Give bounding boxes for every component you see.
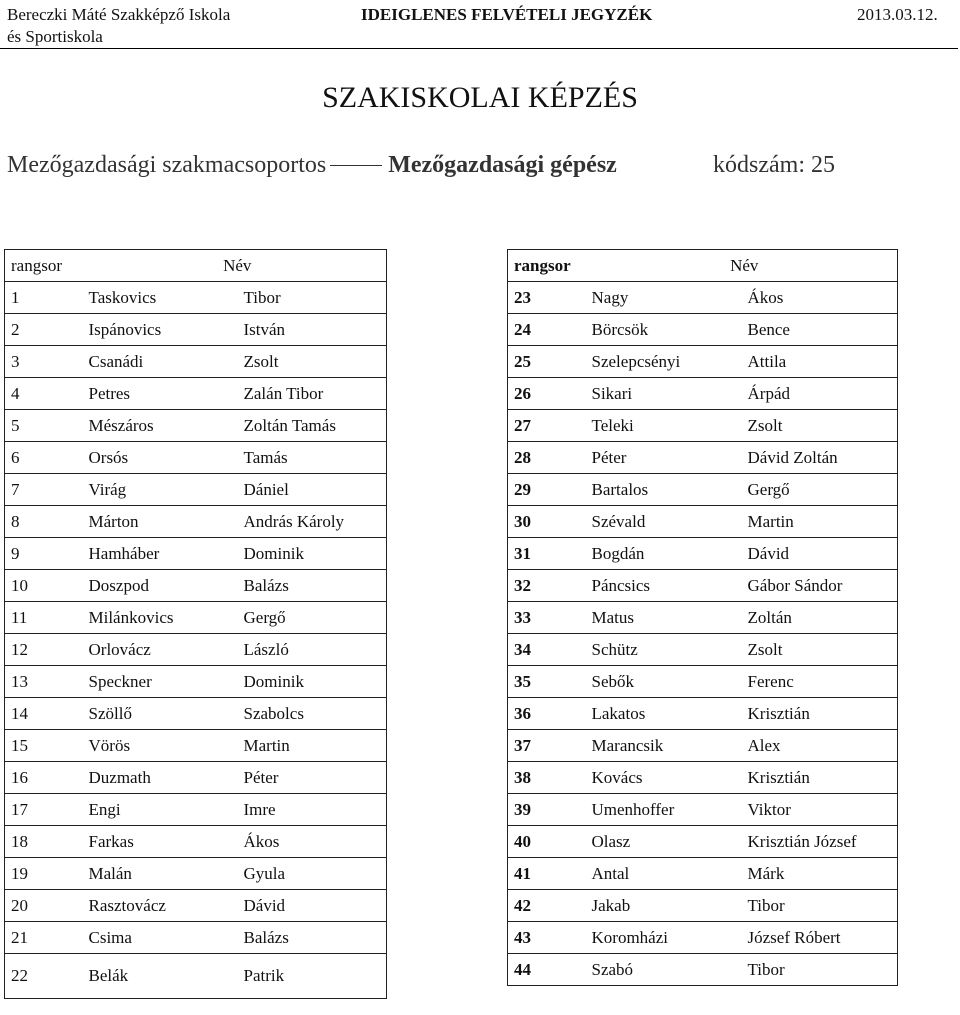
last-name-cell: Péter bbox=[592, 442, 748, 474]
first-name-cell: Árpád bbox=[748, 378, 898, 410]
table-row bbox=[508, 346, 898, 378]
rank-cell: 19 bbox=[5, 858, 89, 890]
first-name-cell: Viktor bbox=[748, 794, 898, 826]
first-name-cell: Zoltán Tamás bbox=[244, 410, 387, 442]
rank-cell: 29 bbox=[508, 474, 592, 506]
last-name-cell: Szöllő bbox=[89, 698, 244, 730]
last-name-cell: Schütz bbox=[592, 634, 748, 666]
rank-cell: 41 bbox=[508, 858, 592, 890]
rank-cell: 4 bbox=[5, 378, 89, 410]
table-row bbox=[508, 282, 898, 314]
first-name-cell: Dániel bbox=[244, 474, 387, 506]
rank-cell: 12 bbox=[5, 634, 89, 666]
table-row bbox=[5, 282, 387, 314]
last-name-cell: Antal bbox=[592, 858, 748, 890]
last-name-cell: Jakab bbox=[592, 890, 748, 922]
table-row bbox=[5, 666, 387, 698]
rank-cell: 36 bbox=[508, 698, 592, 730]
first-name-cell: Imre bbox=[244, 794, 387, 826]
rank-cell: 33 bbox=[508, 602, 592, 634]
last-name-cell: Márton bbox=[89, 506, 244, 538]
last-name-cell: Szévald bbox=[592, 506, 748, 538]
rank-cell: 7 bbox=[5, 474, 89, 506]
first-name-cell: Zsolt bbox=[748, 410, 898, 442]
last-name-cell: Páncsics bbox=[592, 570, 748, 602]
header-name: Név bbox=[89, 250, 387, 282]
table-row bbox=[508, 666, 898, 698]
school-name-line2: és Sportiskola bbox=[7, 27, 103, 46]
table-row bbox=[5, 378, 387, 410]
last-name-cell: Petres bbox=[89, 378, 244, 410]
rank-cell: 6 bbox=[5, 442, 89, 474]
first-name-cell: Krisztián József bbox=[748, 826, 898, 858]
table-row bbox=[5, 346, 387, 378]
header-divider bbox=[0, 48, 958, 49]
rank-cell: 11 bbox=[5, 602, 89, 634]
first-name-cell: Zsolt bbox=[748, 634, 898, 666]
rank-cell: 27 bbox=[508, 410, 592, 442]
rank-cell: 8 bbox=[5, 506, 89, 538]
last-name-cell: Umenhoffer bbox=[592, 794, 748, 826]
table-row bbox=[508, 378, 898, 410]
table-row bbox=[5, 698, 387, 730]
rank-cell: 16 bbox=[5, 762, 89, 794]
table-row bbox=[508, 314, 898, 346]
last-name-cell: Belák bbox=[89, 954, 244, 999]
program-subtitle bbox=[7, 149, 835, 181]
table-row bbox=[508, 474, 898, 506]
last-name-cell: Ispánovics bbox=[89, 314, 244, 346]
first-name-cell: Gábor Sándor bbox=[748, 570, 898, 602]
table-row bbox=[5, 858, 387, 890]
first-name-cell: Zalán Tibor bbox=[244, 378, 387, 410]
first-name-cell: Tamás bbox=[244, 442, 387, 474]
document-date: 2013.03.12. bbox=[857, 5, 938, 24]
last-name-cell: Bogdán bbox=[592, 538, 748, 570]
roster-table-right bbox=[507, 249, 898, 986]
last-name-cell: Koromházi bbox=[592, 922, 748, 954]
table-row bbox=[5, 890, 387, 922]
first-name-cell: Ferenc bbox=[748, 666, 898, 698]
rank-cell: 5 bbox=[5, 410, 89, 442]
rank-cell: 26 bbox=[508, 378, 592, 410]
subtitle-dash bbox=[330, 165, 382, 166]
last-name-cell: Bartalos bbox=[592, 474, 748, 506]
first-name-cell: Zsolt bbox=[244, 346, 387, 378]
first-name-cell: Dominik bbox=[244, 666, 387, 698]
table-row bbox=[508, 570, 898, 602]
rank-cell: 13 bbox=[5, 666, 89, 698]
rank-cell: 43 bbox=[508, 922, 592, 954]
header-rank: rangsor bbox=[508, 250, 592, 282]
rank-cell: 10 bbox=[5, 570, 89, 602]
first-name-cell: Tibor bbox=[244, 282, 387, 314]
first-name-cell: Patrik bbox=[244, 954, 387, 999]
last-name-cell: Doszpod bbox=[89, 570, 244, 602]
school-name-line1: Bereczki Máté Szakképző Iskola bbox=[7, 5, 231, 24]
first-name-cell: Martin bbox=[748, 506, 898, 538]
rank-cell: 17 bbox=[5, 794, 89, 826]
last-name-cell: Marancsik bbox=[592, 730, 748, 762]
rank-cell: 31 bbox=[508, 538, 592, 570]
table-row bbox=[5, 762, 387, 794]
rank-cell: 44 bbox=[508, 954, 592, 986]
last-name-cell: Olasz bbox=[592, 826, 748, 858]
first-name-cell: Ákos bbox=[244, 826, 387, 858]
table-row bbox=[5, 570, 387, 602]
rank-cell: 15 bbox=[5, 730, 89, 762]
table-row bbox=[5, 922, 387, 954]
table-row bbox=[508, 506, 898, 538]
rank-cell: 30 bbox=[508, 506, 592, 538]
table-row bbox=[5, 730, 387, 762]
table-row bbox=[5, 474, 387, 506]
first-name-cell: István bbox=[244, 314, 387, 346]
first-name-cell: Péter bbox=[244, 762, 387, 794]
table-header-row bbox=[508, 250, 898, 282]
last-name-cell: Orsós bbox=[89, 442, 244, 474]
first-name-cell: Martin bbox=[244, 730, 387, 762]
last-name-cell: Virág bbox=[89, 474, 244, 506]
rank-cell: 3 bbox=[5, 346, 89, 378]
first-name-cell: Gergő bbox=[748, 474, 898, 506]
first-name-cell: Ákos bbox=[748, 282, 898, 314]
last-name-cell: Sebők bbox=[592, 666, 748, 698]
table-row bbox=[508, 922, 898, 954]
table-row bbox=[5, 442, 387, 474]
rank-cell: 25 bbox=[508, 346, 592, 378]
rank-cell: 1 bbox=[5, 282, 89, 314]
last-name-cell: Nagy bbox=[592, 282, 748, 314]
rank-cell: 42 bbox=[508, 890, 592, 922]
first-name-cell: Bence bbox=[748, 314, 898, 346]
first-name-cell: Szabolcs bbox=[244, 698, 387, 730]
last-name-cell: Matus bbox=[592, 602, 748, 634]
table-row bbox=[5, 314, 387, 346]
last-name-cell: Mészáros bbox=[89, 410, 244, 442]
first-name-cell: Balázs bbox=[244, 570, 387, 602]
first-name-cell: Krisztián bbox=[748, 762, 898, 794]
first-name-cell: József Róbert bbox=[748, 922, 898, 954]
rank-cell: 37 bbox=[508, 730, 592, 762]
last-name-cell: Teleki bbox=[592, 410, 748, 442]
first-name-cell: Alex bbox=[748, 730, 898, 762]
rank-cell: 9 bbox=[5, 538, 89, 570]
rank-cell: 38 bbox=[508, 762, 592, 794]
table-row bbox=[508, 442, 898, 474]
table-row bbox=[5, 602, 387, 634]
first-name-cell: Gergő bbox=[244, 602, 387, 634]
last-name-cell: Vörös bbox=[89, 730, 244, 762]
header-rank: rangsor bbox=[5, 250, 89, 282]
table-row bbox=[508, 762, 898, 794]
last-name-cell: Duzmath bbox=[89, 762, 244, 794]
rank-cell: 35 bbox=[508, 666, 592, 698]
rank-cell: 39 bbox=[508, 794, 592, 826]
rank-cell: 21 bbox=[5, 922, 89, 954]
table-header-row bbox=[5, 250, 387, 282]
last-name-cell: Szelepcsényi bbox=[592, 346, 748, 378]
last-name-cell: Hamháber bbox=[89, 538, 244, 570]
table-row bbox=[508, 538, 898, 570]
table-row bbox=[5, 826, 387, 858]
last-name-cell: Lakatos bbox=[592, 698, 748, 730]
first-name-cell: Gyula bbox=[244, 858, 387, 890]
rank-cell: 34 bbox=[508, 634, 592, 666]
last-name-cell: Börcsök bbox=[592, 314, 748, 346]
rank-cell: 2 bbox=[5, 314, 89, 346]
last-name-cell: Milánkovics bbox=[89, 602, 244, 634]
first-name-cell: Tibor bbox=[748, 890, 898, 922]
rank-cell: 28 bbox=[508, 442, 592, 474]
table-row bbox=[508, 410, 898, 442]
roster-table-left bbox=[4, 249, 387, 999]
rank-cell: 24 bbox=[508, 314, 592, 346]
header-name: Név bbox=[592, 250, 898, 282]
first-name-cell: Dávid bbox=[748, 538, 898, 570]
program-group: Mezőgazdasági szakmacsoportos bbox=[7, 152, 327, 178]
last-name-cell: Kovács bbox=[592, 762, 748, 794]
first-name-cell: Attila bbox=[748, 346, 898, 378]
first-name-cell: Dávid bbox=[244, 890, 387, 922]
table-row bbox=[5, 506, 387, 538]
table-row bbox=[508, 858, 898, 890]
table-row bbox=[5, 410, 387, 442]
first-name-cell: Dominik bbox=[244, 538, 387, 570]
table-row bbox=[5, 538, 387, 570]
last-name-cell: Sikari bbox=[592, 378, 748, 410]
roster-body-left bbox=[5, 282, 387, 999]
table-row bbox=[508, 794, 898, 826]
last-name-cell: Farkas bbox=[89, 826, 244, 858]
rank-cell: 20 bbox=[5, 890, 89, 922]
table-row bbox=[508, 602, 898, 634]
first-name-cell: Balázs bbox=[244, 922, 387, 954]
table-row bbox=[5, 954, 387, 999]
last-name-cell: Orlovácz bbox=[89, 634, 244, 666]
school-name bbox=[7, 4, 230, 48]
program-specialty: Mezőgazdasági gépész bbox=[388, 152, 617, 178]
table-row bbox=[508, 954, 898, 986]
table-row bbox=[508, 890, 898, 922]
rank-cell: 23 bbox=[508, 282, 592, 314]
first-name-cell: Tibor bbox=[748, 954, 898, 986]
rank-cell: 22 bbox=[5, 954, 89, 999]
rank-cell: 40 bbox=[508, 826, 592, 858]
page-header bbox=[0, 0, 960, 50]
table-row bbox=[508, 698, 898, 730]
last-name-cell: Csima bbox=[89, 922, 244, 954]
last-name-cell: Taskovics bbox=[89, 282, 244, 314]
rank-cell: 14 bbox=[5, 698, 89, 730]
last-name-cell: Speckner bbox=[89, 666, 244, 698]
last-name-cell: Szabó bbox=[592, 954, 748, 986]
first-name-cell: Krisztián bbox=[748, 698, 898, 730]
last-name-cell: Malán bbox=[89, 858, 244, 890]
first-name-cell: Márk bbox=[748, 858, 898, 890]
program-code: kódszám: 25 bbox=[713, 152, 835, 178]
document-type: IDEIGLENES FELVÉTELI JEGYZÉK bbox=[361, 5, 653, 24]
table-row bbox=[508, 730, 898, 762]
last-name-cell: Engi bbox=[89, 794, 244, 826]
table-row bbox=[508, 826, 898, 858]
page-title: SZAKISKOLAI KÉPZÉS bbox=[322, 81, 638, 114]
first-name-cell: Dávid Zoltán bbox=[748, 442, 898, 474]
rank-cell: 18 bbox=[5, 826, 89, 858]
rank-cell: 32 bbox=[508, 570, 592, 602]
table-row bbox=[508, 634, 898, 666]
table-row bbox=[5, 794, 387, 826]
last-name-cell: Csanádi bbox=[89, 346, 244, 378]
last-name-cell: Rasztovácz bbox=[89, 890, 244, 922]
first-name-cell: András Károly bbox=[244, 506, 387, 538]
first-name-cell: Zoltán bbox=[748, 602, 898, 634]
first-name-cell: László bbox=[244, 634, 387, 666]
table-row bbox=[5, 634, 387, 666]
roster-body-right bbox=[508, 282, 898, 986]
